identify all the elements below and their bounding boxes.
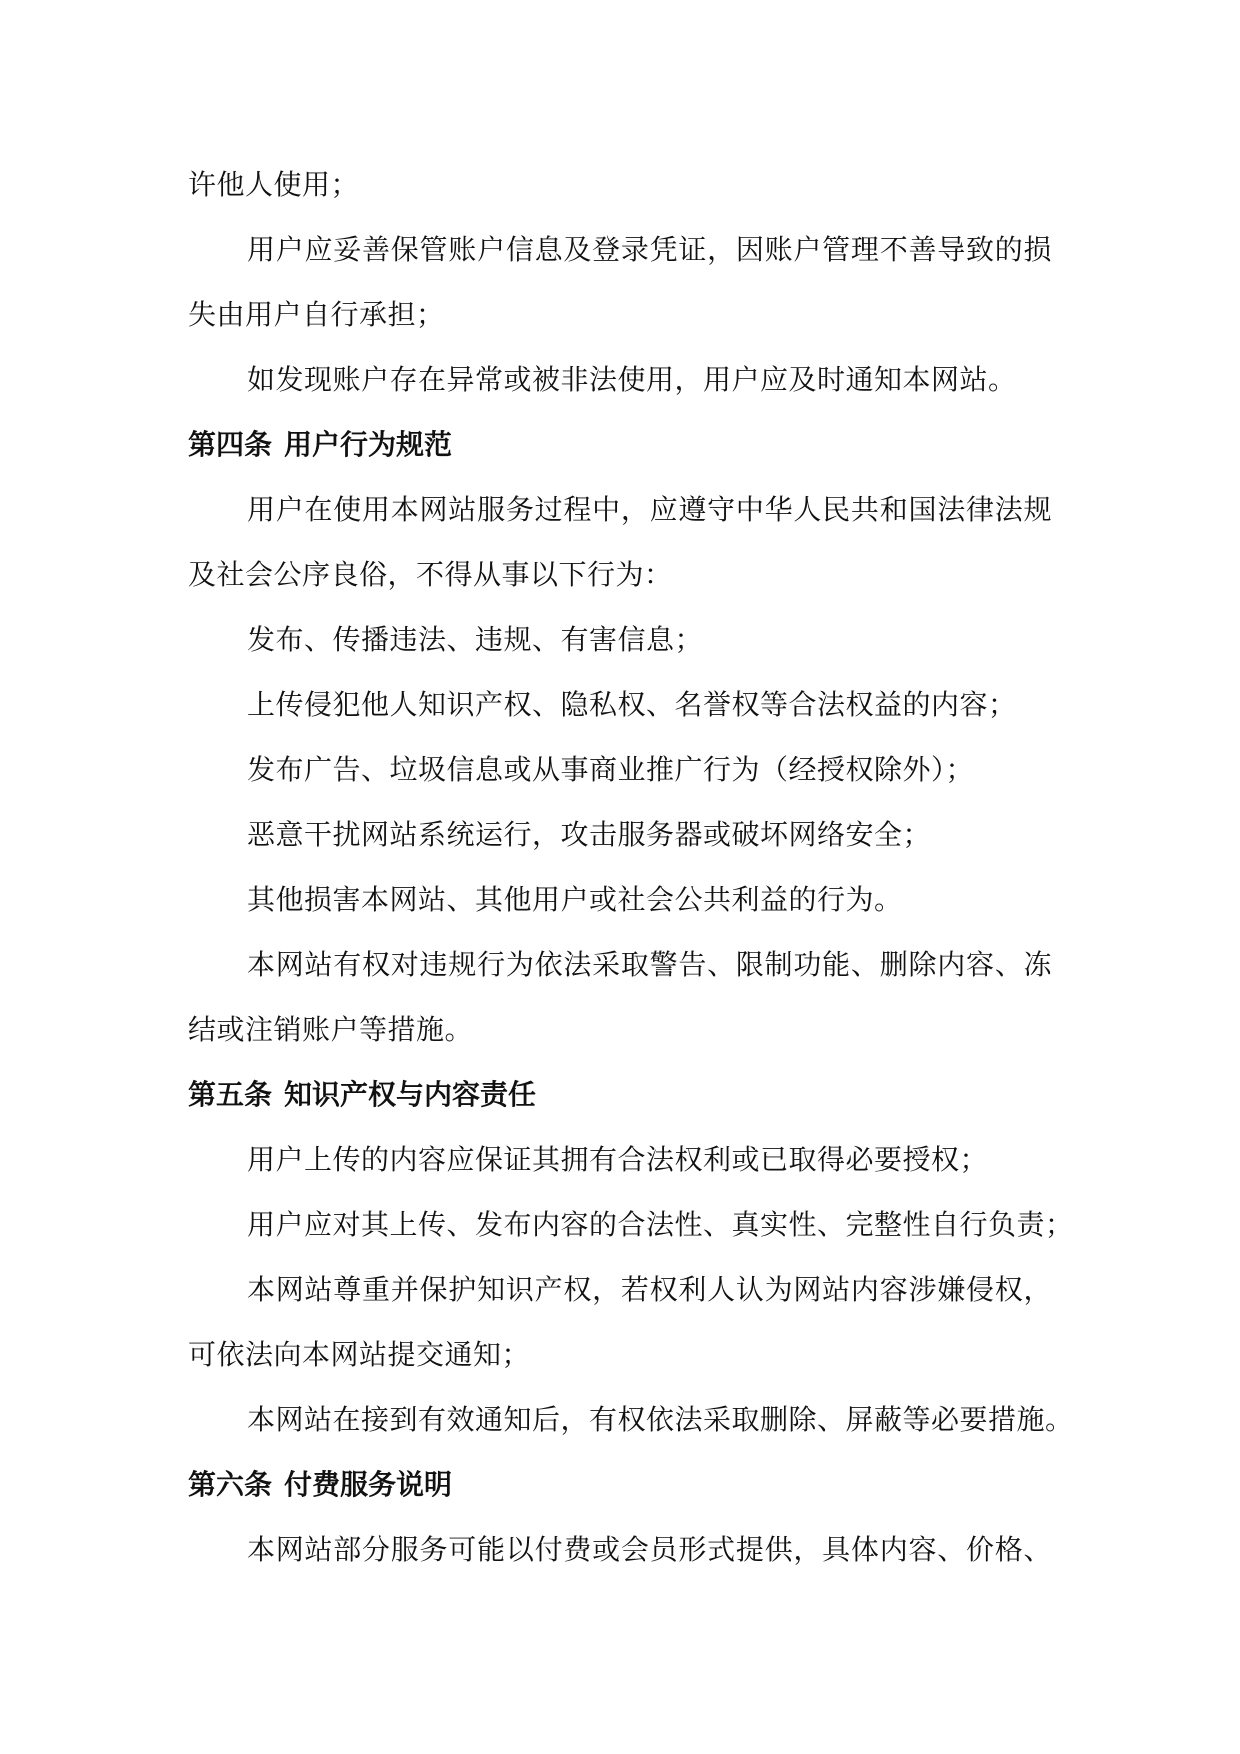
section-heading-6: [188, 1452, 1052, 1517]
paragraph-line: 许他人使用；: [188, 168, 360, 201]
paragraph-line: 结或注销账户等措施。: [188, 1013, 474, 1046]
paragraph-line: 用户在使用本网站服务过程中，应遵守中华人民共和国法律法规: [247, 493, 1052, 526]
section-number: 第五条: [188, 1078, 273, 1111]
section-number: 第四条: [188, 428, 273, 461]
list-item: 发布、传播违法、违规、有害信息；: [247, 623, 704, 656]
section-heading-5: [188, 1062, 1052, 1127]
section-title: 知识产权与内容责任: [284, 1078, 537, 1111]
list-item: 其他损害本网站、其他用户或社会公共利益的行为。: [247, 883, 903, 916]
paragraph-line: 及社会公序良俗，不得从事以下行为：: [188, 558, 673, 591]
list-item: 用户上传的内容应保证其拥有合法权利或已取得必要授权；: [247, 1143, 989, 1176]
paragraph-line: 本网站部分服务可能以付费或会员形式提供，具体内容、价格、: [247, 1533, 1052, 1566]
list-item: 发布广告、垃圾信息或从事商业推广行为（经授权除外）；: [247, 753, 975, 786]
section-title: 付费服务说明: [284, 1468, 453, 1501]
list-item: 本网站在接到有效通知后，有权依法采取删除、屏蔽等必要措施。: [247, 1403, 1074, 1436]
section-title: 用户行为规范: [284, 428, 453, 461]
paragraph-line: 本网站尊重并保护知识产权，若权利人认为网站内容涉嫌侵权，: [247, 1273, 1052, 1306]
paragraph-line: 失由用户自行承担；: [188, 298, 445, 331]
list-item: 恶意干扰网站系统运行，攻击服务器或破坏网络安全；: [247, 818, 932, 851]
paragraph-line: 可依法向本网站提交通知；: [188, 1338, 531, 1371]
section-heading-4: [188, 412, 1052, 477]
paragraph-line: 用户应妥善保管账户信息及登录凭证，因账户管理不善导致的损: [247, 233, 1052, 266]
document-page: [188, 152, 1074, 1582]
paragraph-line: 本网站有权对违规行为依法采取警告、限制功能、删除内容、冻: [247, 948, 1052, 981]
paragraph-line: 如发现账户存在异常或被非法使用，用户应及时通知本网站。: [247, 363, 1017, 396]
section-number: 第六条: [188, 1468, 273, 1501]
list-item: 上传侵犯他人知识产权、隐私权、名誉权等合法权益的内容；: [247, 688, 1017, 721]
list-item: 用户应对其上传、发布内容的合法性、真实性、完整性自行负责；: [247, 1208, 1074, 1241]
